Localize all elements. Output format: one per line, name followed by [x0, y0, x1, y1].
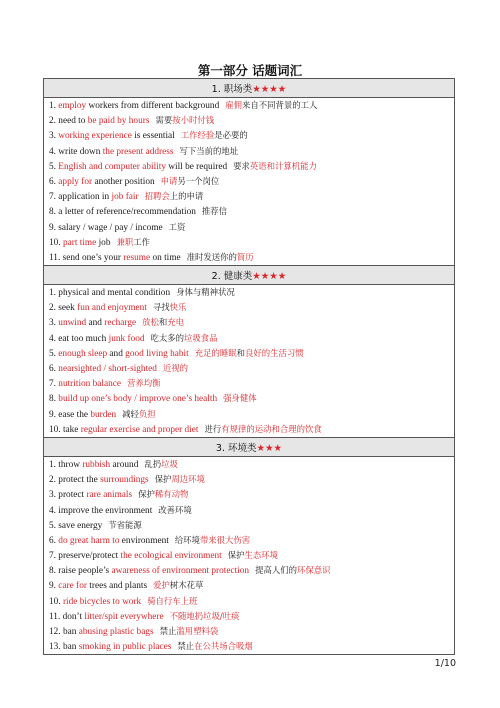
section-heading: [44, 437, 455, 456]
chinese-translation: [233, 161, 317, 171]
page-title: 第一部分 话题词汇: [197, 63, 303, 78]
highlighted-english-phrase: the ecological environment: [120, 551, 222, 562]
highlighted-english-phrase: abusing plastic bags: [78, 627, 154, 637]
highlighted-chinese-phrase: 兼职: [116, 236, 134, 247]
list-item: [44, 98, 454, 113]
list-item: [44, 548, 454, 563]
english-text: 5.: [49, 348, 59, 359]
english-text: 3.: [49, 131, 59, 142]
english-text: environment: [119, 535, 169, 546]
highlighted-chinese-phrase: 近视的: [162, 363, 189, 373]
english-text: 1. throw: [49, 459, 83, 470]
highlighted-english-phrase: English and computer ability: [58, 161, 166, 172]
chinese-translation: [163, 363, 188, 373]
chinese-translation: [195, 348, 304, 358]
english-text: 10. take: [49, 424, 81, 435]
section-body-row: [44, 98, 455, 266]
english-text: is essential: [131, 131, 175, 142]
chinese-text: 寻找: [152, 302, 170, 313]
list-item: [44, 391, 454, 406]
highlighted-english-phrase: rubbish: [82, 459, 111, 470]
chinese-translation: [179, 146, 238, 156]
highlighted-chinese-phrase: 按小时付钱: [172, 115, 215, 126]
chinese-translation: [122, 409, 156, 419]
chinese-text: 保护: [138, 489, 155, 500]
chinese-text: 和: [158, 317, 168, 328]
chinese-text: 进行: [204, 423, 222, 434]
chinese-text: 工资: [168, 221, 186, 232]
english-text: 6.: [49, 535, 59, 546]
list-item: [44, 518, 454, 533]
list-item: [44, 578, 454, 593]
highlighted-chinese-phrase: 英语和计算机能力: [249, 160, 317, 171]
chinese-translation: [223, 393, 257, 403]
highlighted-english-phrase: junk food: [108, 333, 145, 344]
chinese-text: 上的申请: [169, 191, 204, 202]
english-text: 2. need to: [49, 116, 88, 127]
english-text: 6.: [49, 176, 59, 187]
highlighted-chinese-phrase: 强身健体: [223, 393, 257, 404]
chinese-translation: [116, 237, 150, 247]
chinese-translation: [147, 596, 197, 606]
chinese-text: 要求: [233, 160, 250, 171]
list-item: [44, 144, 454, 159]
list-item: [44, 204, 454, 219]
chinese-text: 推荐信: [201, 206, 227, 217]
section-body-row: [44, 285, 455, 438]
english-text: 12. ban: [49, 627, 79, 637]
highlighted-chinese-phrase: 雇佣: [225, 100, 242, 110]
chinese-text: 保护: [227, 550, 245, 561]
highlighted-english-phrase: build up one’s body / improve one’s health: [58, 394, 218, 405]
highlighted-english-phrase: be paid by hours: [87, 116, 150, 127]
english-text: 5.: [49, 161, 59, 172]
english-text: 8. a letter of reference/recommendation: [49, 207, 196, 218]
highlighted-english-phrase: litter/spit everywhere: [84, 611, 164, 622]
chinese-text: 保护: [154, 474, 172, 485]
chinese-translation: [142, 317, 184, 327]
chinese-translation: [225, 100, 317, 110]
highlighted-english-phrase: part time: [62, 237, 97, 248]
section-header-row: [44, 79, 455, 98]
highlighted-english-phrase: employ: [58, 101, 87, 111]
english-text: 7.: [49, 379, 59, 390]
section-heading-text: 2. 健康类: [211, 271, 253, 283]
highlighted-chinese-phrase: 充足的睡眠: [194, 347, 237, 358]
chinese-text: 节省能源: [108, 519, 142, 530]
highlighted-chinese-phrase: 在公共场合吸烟: [194, 641, 253, 652]
highlighted-english-phrase: working experience: [58, 131, 132, 142]
chinese-translation: [108, 520, 142, 530]
highlighted-chinese-phrase: 环保意识: [296, 565, 331, 576]
list-item: [44, 533, 454, 548]
chinese-translation: [228, 550, 278, 560]
highlighted-chinese-phrase: 不随地扔垃圾/吐痰: [169, 610, 240, 621]
english-text: workers from different background: [86, 101, 220, 111]
highlighted-english-phrase: do great harm to: [58, 535, 120, 546]
highlighted-chinese-phrase: 负担: [138, 408, 156, 419]
list-item: [44, 285, 454, 300]
chinese-text: 另一个岗位: [177, 175, 220, 186]
highlighted-chinese-phrase: 申请: [160, 175, 178, 186]
list-item: [44, 594, 454, 609]
english-text: 11. don’t: [49, 611, 85, 622]
english-text: 11. send one’s your: [49, 252, 124, 263]
section-item-list: [44, 98, 455, 266]
english-text: 2. protect the: [49, 475, 101, 486]
chinese-text: 身体与精神状况: [176, 287, 235, 298]
chinese-translation: [145, 191, 204, 201]
section-header-row: [44, 437, 455, 456]
list-item: [44, 300, 454, 315]
english-text: 6.: [49, 364, 59, 374]
english-text: will be required: [165, 161, 228, 172]
chinese-translation: [160, 626, 219, 636]
list-item: [44, 503, 454, 518]
english-text: 3. protect: [49, 490, 87, 501]
list-item: [44, 346, 454, 361]
english-text: 3.: [49, 318, 59, 329]
highlighted-english-phrase: recharge: [104, 318, 137, 329]
list-item: [44, 159, 454, 174]
english-text: 1. physical and mental condition: [49, 288, 171, 299]
english-text: and: [86, 318, 105, 329]
list-item: [44, 624, 454, 639]
highlighted-english-phrase: burden: [90, 409, 117, 420]
highlighted-chinese-phrase: 生态环境: [244, 550, 278, 561]
list-item: [44, 331, 454, 346]
highlighted-chinese-phrase: 稀有动物: [154, 489, 189, 500]
highlighted-chinese-phrase: 营养均衡: [127, 378, 161, 389]
chinese-translation: [187, 252, 254, 262]
english-text: 4. eat too much: [49, 333, 109, 344]
highlighted-english-phrase: surroundings: [100, 475, 149, 486]
list-item: [44, 639, 454, 654]
highlighted-english-phrase: awareness of environment protection: [111, 566, 250, 577]
chinese-text: 提高人们的: [255, 565, 297, 576]
chinese-text: 改善环境: [158, 504, 192, 515]
chinese-text: 减轻: [122, 408, 139, 419]
highlighted-english-phrase: enough sleep: [58, 348, 108, 359]
chinese-text: 树木花草: [169, 580, 204, 591]
chinese-translation: [127, 378, 161, 388]
list-item: [44, 220, 454, 235]
highlighted-chinese-phrase: 简历: [236, 251, 254, 262]
highlighted-english-phrase: smoking in public places: [78, 642, 172, 653]
chinese-text: 和: [236, 347, 245, 358]
chinese-translation: [151, 333, 218, 343]
chinese-text: 吃太多的: [150, 332, 185, 343]
vocabulary-table: [43, 78, 455, 655]
list-item: [44, 361, 454, 376]
english-text: 4. improve the environment: [49, 505, 153, 516]
chinese-text: 来自不同背景的工人: [241, 100, 318, 110]
english-text: 1.: [49, 101, 59, 111]
highlighted-chinese-phrase: 垃圾食品: [184, 332, 218, 343]
chinese-translation: [176, 287, 235, 297]
chinese-text: 是必要的: [214, 130, 248, 141]
star-rating: ★★★★: [252, 271, 287, 283]
chinese-translation: [181, 130, 248, 140]
highlighted-chinese-phrase: 骑自行车上班: [147, 595, 198, 606]
chinese-translation: [169, 222, 186, 232]
chinese-translation: [177, 641, 252, 651]
highlighted-chinese-phrase: 爱护: [153, 580, 170, 591]
english-text: trees and plants: [86, 581, 148, 592]
english-text: 13. ban: [49, 642, 79, 653]
english-text: 9. ease the: [49, 409, 91, 420]
chinese-text: 工作: [133, 236, 150, 247]
highlighted-chinese-phrase: 招聘会: [144, 191, 170, 202]
chinese-text: 给环境: [174, 534, 200, 545]
chinese-translation: [161, 176, 220, 186]
highlighted-english-phrase: regular exercise and proper diet: [80, 424, 199, 435]
highlighted-chinese-phrase: 垃圾: [161, 458, 178, 469]
highlighted-chinese-phrase: 良好的生活习惯: [244, 347, 304, 358]
list-item: [44, 422, 454, 437]
highlighted-english-phrase: nutrition balance: [58, 379, 122, 390]
list-item: [44, 113, 454, 128]
chinese-translation: [255, 565, 330, 575]
chinese-translation: [155, 474, 205, 484]
chinese-translation: [153, 580, 203, 590]
english-text: 10.: [49, 596, 63, 607]
highlighted-chinese-phrase: 带来很大伤害: [199, 534, 251, 545]
english-text: another position: [92, 176, 155, 187]
section-header-row: [44, 266, 455, 285]
list-item: [44, 407, 454, 422]
chinese-text: 需要: [155, 115, 173, 126]
english-text: 8.: [49, 394, 59, 405]
chinese-text: 写下当前的地址: [179, 145, 239, 156]
chinese-translation: [170, 611, 240, 621]
chinese-text: 禁止: [159, 626, 177, 636]
list-item: [44, 376, 454, 391]
highlighted-chinese-phrase: 滥用塑料袋: [176, 626, 219, 636]
list-item: [44, 174, 454, 189]
highlighted-chinese-phrase: 快乐: [169, 302, 187, 313]
highlighted-english-phrase: unwind: [58, 318, 87, 329]
english-text: job: [96, 237, 111, 248]
section-heading: [44, 266, 455, 285]
section-item-list: [44, 456, 455, 654]
english-text: 2. seek: [49, 303, 78, 314]
highlighted-chinese-phrase: 充电: [167, 317, 184, 328]
english-text: on time: [150, 252, 181, 263]
highlighted-chinese-phrase: 有规律的运动和合理的饮食: [221, 423, 322, 434]
list-item: [44, 487, 454, 502]
chinese-text: 准时发送你的: [186, 251, 237, 262]
english-text: around: [110, 459, 139, 470]
chinese-translation: [153, 302, 187, 312]
section-item-list: [44, 285, 455, 438]
section-heading: [44, 79, 455, 98]
list-item: [44, 609, 454, 624]
highlighted-english-phrase: apply for: [58, 176, 93, 187]
chinese-translation: [175, 535, 250, 545]
highlighted-english-phrase: fun and enjoyment: [77, 303, 147, 314]
highlighted-english-phrase: nearsighted / short-sighted: [58, 364, 157, 374]
list-item: [44, 457, 454, 472]
english-text: and: [107, 348, 126, 359]
list-item: [44, 563, 454, 578]
chinese-translation: [155, 115, 214, 125]
highlighted-english-phrase: job fair: [111, 192, 139, 203]
star-rating: ★★★: [256, 442, 283, 454]
chinese-text: 乱扔: [144, 458, 162, 469]
section-body-row: [44, 456, 455, 654]
list-item: [44, 250, 454, 265]
section-heading-text: 1. 职场类: [211, 84, 253, 95]
english-text: 10.: [49, 237, 63, 248]
english-text: 9.: [49, 581, 59, 592]
chinese-translation: [202, 206, 227, 216]
highlighted-english-phrase: resume: [123, 252, 151, 263]
highlighted-english-phrase: rare animals: [86, 490, 133, 501]
english-text: 4. write down: [49, 146, 103, 157]
chinese-text: 禁止: [177, 641, 195, 652]
section-heading-text: 3. 环境类: [215, 442, 257, 454]
highlighted-chinese-phrase: 周边环境: [171, 474, 205, 485]
english-text: 7. preserve/protect: [49, 551, 121, 562]
english-text: 5. save energy: [49, 520, 103, 531]
highlighted-english-phrase: good living habit: [125, 348, 189, 359]
chinese-translation: [158, 505, 192, 515]
english-text: 8. raise people’s: [49, 566, 112, 577]
chinese-translation: [144, 459, 178, 469]
highlighted-chinese-phrase: 工作经验: [180, 130, 215, 141]
highlighted-english-phrase: care for: [58, 581, 87, 592]
chinese-translation: [204, 424, 321, 434]
list-item: [44, 235, 454, 250]
page-number: 1/10: [434, 658, 456, 669]
english-text: 7. application in: [49, 192, 112, 203]
highlighted-chinese-phrase: 放松: [142, 317, 159, 328]
list-item: [44, 472, 454, 487]
star-rating: ★★★★: [252, 84, 287, 95]
highlighted-english-phrase: the present address: [102, 146, 174, 157]
list-item: [44, 128, 454, 143]
list-item: [44, 189, 454, 204]
highlighted-english-phrase: ride bicycles to work: [62, 596, 142, 607]
chinese-translation: [138, 489, 188, 499]
list-item: [44, 315, 454, 330]
english-text: 9. salary / wage / pay / income: [49, 222, 163, 233]
